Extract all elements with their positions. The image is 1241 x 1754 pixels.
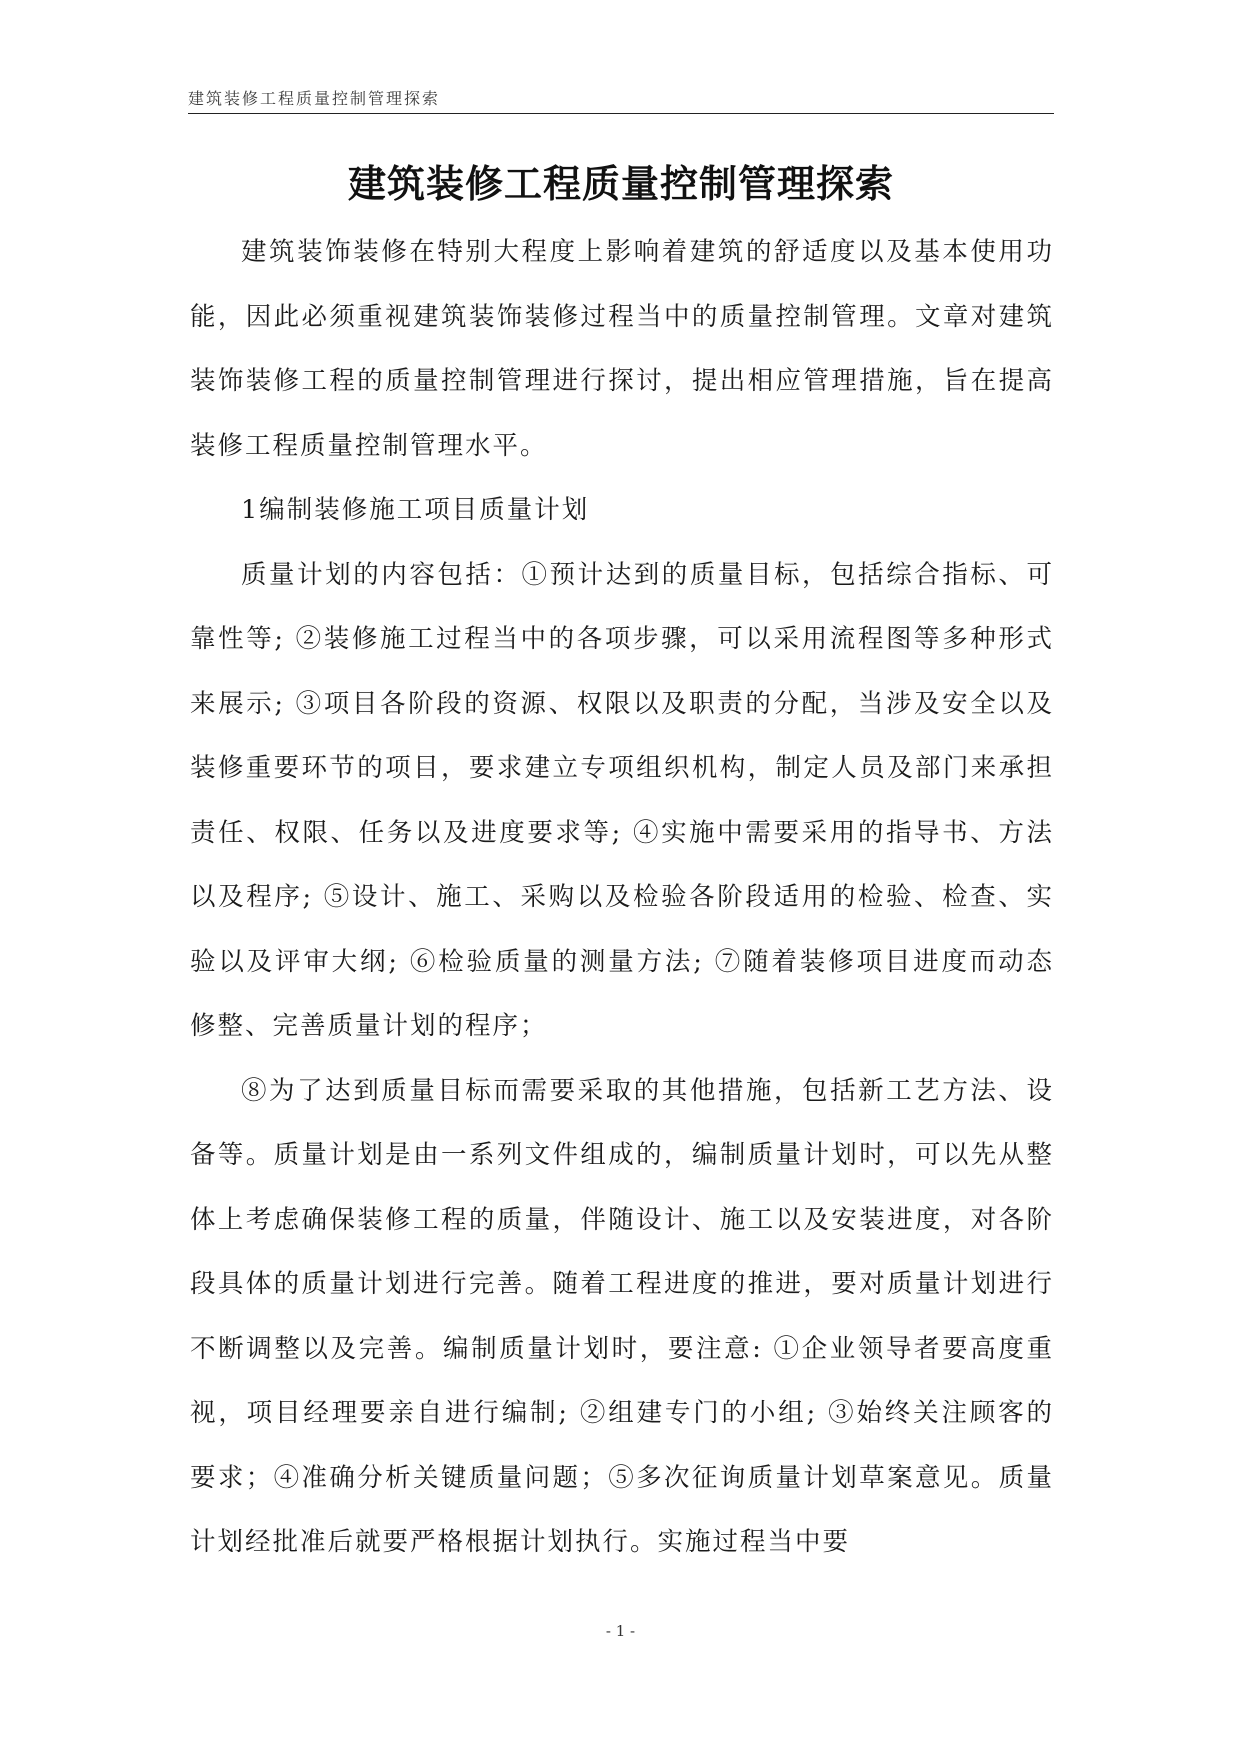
paragraph-abstract: 建筑装饰装修在特别大程度上影响着建筑的舒适度以及基本使用功能，因此必须重视建筑装饰装修过程当中的质量控制管理。文章对建筑装饰装修工程的质量控制管理进行探讨，提出相应管理措施，旨在提高装修工程质量控制管理水平。 xyxy=(190,237,1054,461)
running-header: 建筑装修工程质量控制管理探索 xyxy=(188,89,441,108)
page-number: - 1 - xyxy=(605,1622,636,1640)
document-title: 建筑装修工程质量控制管理探索 xyxy=(347,162,894,206)
section-heading: 1编制装修施工项目质量计划 xyxy=(241,495,590,525)
paragraph-plan-compilation: ⑧为了达到质量目标而需要采取的其他措施，包括新工艺方法、设备等。质量计划是由一系列文件组成的，编制质量计划时，可以先从整体上考虑确保装修工程的质量，伴随设计、施工以及安装进度，对各阶段具体的质量计划进行完善。随着工程进度的推进，要对质量计划进行不断调整以及完善。编制质量计划时，要注意: ①企业领导者要高度重视，项目经理要亲自进行编制; ②组建专门的小组; ③始终关注顾客的要求；④准确分析关键质量问题；⑤多次征询质量计划草案意见。质量计划经批准后就要严格根据计划执行。实施过程当中要 xyxy=(190,1075,1054,1557)
document-body xyxy=(190,220,1054,1575)
paragraph-plan-contents: 质量计划的内容包括：①预计达到的质量目标，包括综合指标、可靠性等; ②装修施工过程当中的各项步骤，可以采用流程图等多种形式来展示; ③项目各阶段的资源、权限以及职责的分配，当涉及安全以及装修重要环节的项目，要求建立专项组织机构，制定人员及部门来承担责任、权限、任务以及进度要求等; ④实施中需要采用的指导书、方法以及程序; ⑤设计、施工、采购以及检验各阶段适用的检验、检查、实验以及评审大纲; ⑥检验质量的测量方法; ⑦随着装修项目进度而动态修整、完善质量计划的程序； xyxy=(190,559,1054,1041)
header-rule xyxy=(188,113,1054,114)
